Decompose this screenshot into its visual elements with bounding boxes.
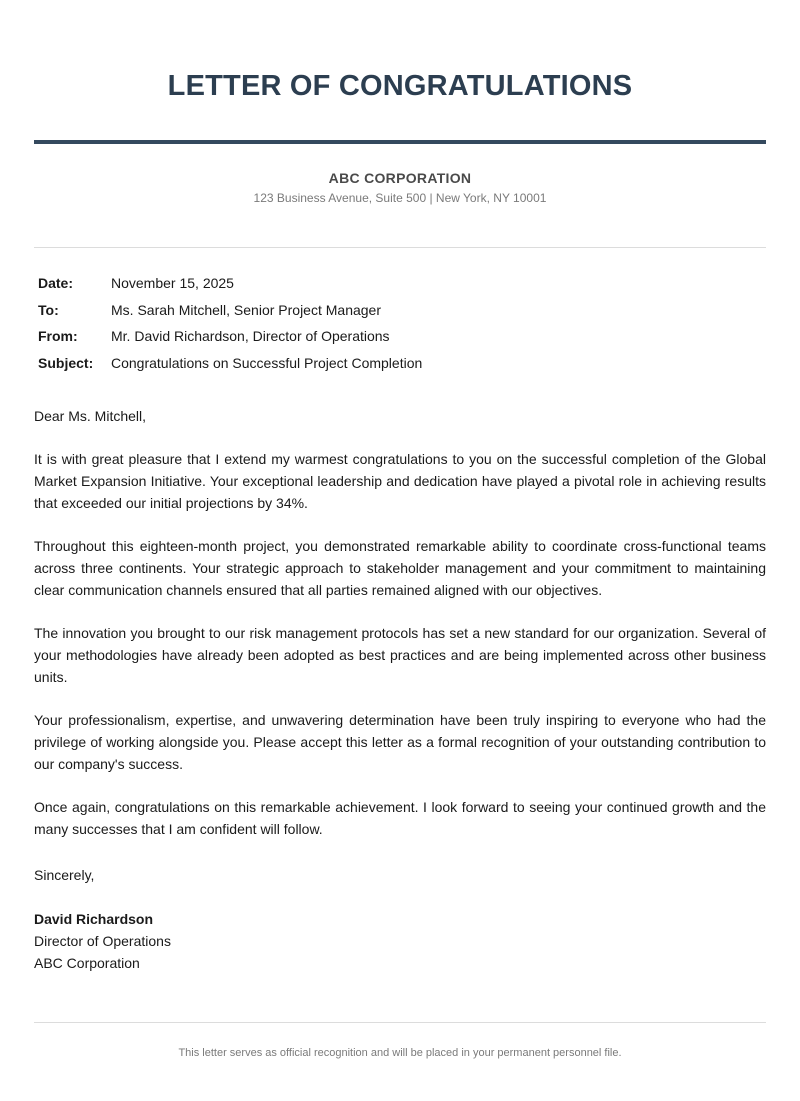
signer-company: ABC Corporation (34, 954, 140, 971)
meta-value: Mr. David Richardson, Director of Operations (111, 328, 390, 345)
body-paragraph: It is with great pleasure that I extend my warmest congratulations to you on the successful completion of the Global Market Expansion Initiative. Your exceptional leadership and dedication have played a pivotal role in achieving results that exceeded our initial projections by 34%. (34, 450, 766, 511)
meta-row-from (38, 323, 766, 350)
meta-row-subject (38, 350, 766, 377)
signer-title: Director of Operations (34, 932, 171, 949)
header-divider (34, 247, 766, 248)
meta-row-date (38, 270, 766, 297)
organization-name: ABC CORPORATION (328, 170, 472, 186)
title-divider (34, 140, 766, 144)
salutation: Dear Ms. Mitchell, (34, 407, 147, 424)
meta-value: Congratulations on Successful Project Completion (111, 355, 423, 372)
meta-label: Subject: (38, 355, 94, 372)
footer-divider (34, 1022, 766, 1023)
meta-label: To: (38, 301, 59, 318)
body-paragraph: Your professionalism, expertise, and unwavering determination have been truly inspiring to everyone who had the privilege of working alongside you. Please accept this letter as a formal recognition of your outstanding contribution to our company's success. (34, 711, 766, 772)
closing: Sincerely, (34, 866, 95, 883)
organization-header (34, 168, 766, 207)
signer-name: David Richardson (34, 910, 154, 927)
meta-value: November 15, 2025 (111, 275, 234, 291)
organization-address: 123 Business Avenue, Suite 500 | New York, NY 10001 (253, 191, 547, 205)
body-paragraph: The innovation you brought to our risk management protocols has set a new standard for our organization. Several of your methodologies have already been adopted as best practices and are being implemented across other business units. (34, 624, 766, 685)
body-paragraph: Once again, congratulations on this remarkable achievement. I look forward to seeing your continued growth and the many successes that I am confident will follow. (34, 798, 766, 837)
letter-body (34, 448, 766, 840)
letter-title: LETTER OF CONGRATULATIONS (167, 70, 633, 102)
body-paragraph: Throughout this eighteen-month project, you demonstrated remarkable ability to coordinate cross-functional teams across three continents. Your strategic approach to stakeholder management and your commitment to maintaining clear communication channels ensured that all parties remained aligned with our objectives. (34, 537, 766, 598)
footer-note: This letter serves as official recognition and will be placed in your permanent personnel file. (178, 1047, 622, 1059)
signature-block (34, 908, 766, 974)
meta-value: Ms. Sarah Mitchell, Senior Project Manager (111, 301, 381, 318)
meta-label: Date: (38, 275, 74, 291)
meta-label: From: (38, 328, 78, 345)
letter-meta (34, 270, 766, 377)
meta-row-to (38, 297, 766, 324)
